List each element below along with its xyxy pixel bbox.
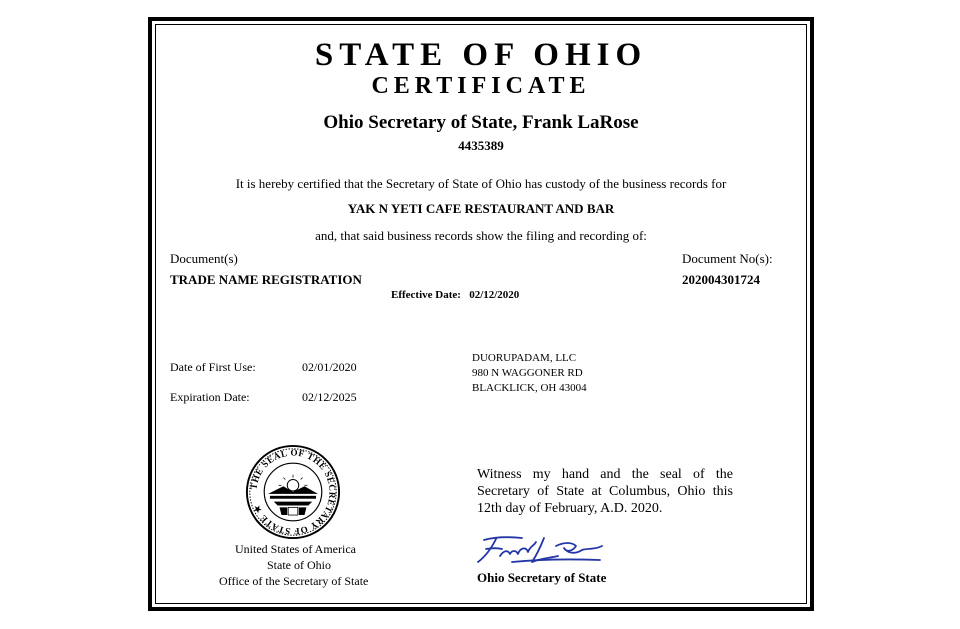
business-name: YAK N YETI CAFE RESTAURANT AND BAR	[347, 201, 615, 216]
expiration-label: Expiration Date:	[170, 390, 250, 404]
svg-text:THE SEAL OF THE SECRETARY OF S: THE SEAL OF THE SECRETARY OF STATE ★	[248, 447, 338, 537]
first-use-date: 02/01/2020	[302, 360, 357, 374]
seal-caption-line2: State of Ohio	[267, 558, 331, 572]
registrant-name: DUORUPADAM, LLC	[472, 352, 577, 364]
signer-title: Ohio Secretary of State	[477, 570, 607, 585]
expiration-date: 02/12/2025	[302, 390, 357, 404]
state-title: STATE OF OHIO	[314, 37, 648, 73]
seal-caption-line3: Office of the Secretary of State	[219, 574, 369, 588]
seal-caption-line1: United States of America	[235, 542, 356, 556]
witness-statement: Witness my hand and the seal of the Secretary of State at Columbus, Ohio this 12th day of February, A.D. 2020.	[477, 467, 733, 516]
documents-label: Document(s)	[170, 251, 238, 266]
document-number: 202004301724	[682, 272, 760, 287]
certify-text: It is hereby certified that the Secretary of State of Ohio has custody of the business records for	[235, 176, 727, 191]
document-type: TRADE NAME REGISTRATION	[170, 272, 362, 287]
signature-icon	[472, 532, 607, 566]
secretary-line: Ohio Secretary of State, Frank LaRose	[323, 112, 639, 133]
effective-date-label: Effective Date:	[391, 289, 461, 301]
first-use-label: Date of First Use:	[170, 360, 256, 374]
effective-date-row	[391, 289, 519, 301]
effective-date-value: 02/12/2020	[469, 289, 520, 301]
registrant-street: 980 N WAGGONER RD	[472, 367, 583, 379]
filing-text: and, that said business records show the filing and recording of:	[315, 228, 647, 243]
registrant-city: BLACKLICK, OH 43004	[472, 382, 587, 394]
certificate-number: 4435389	[458, 138, 504, 153]
certificate-title: CERTIFICATE	[371, 73, 591, 99]
document-nos-label: Document No(s):	[682, 251, 773, 266]
secretary-of-state-seal-icon	[245, 444, 341, 540]
